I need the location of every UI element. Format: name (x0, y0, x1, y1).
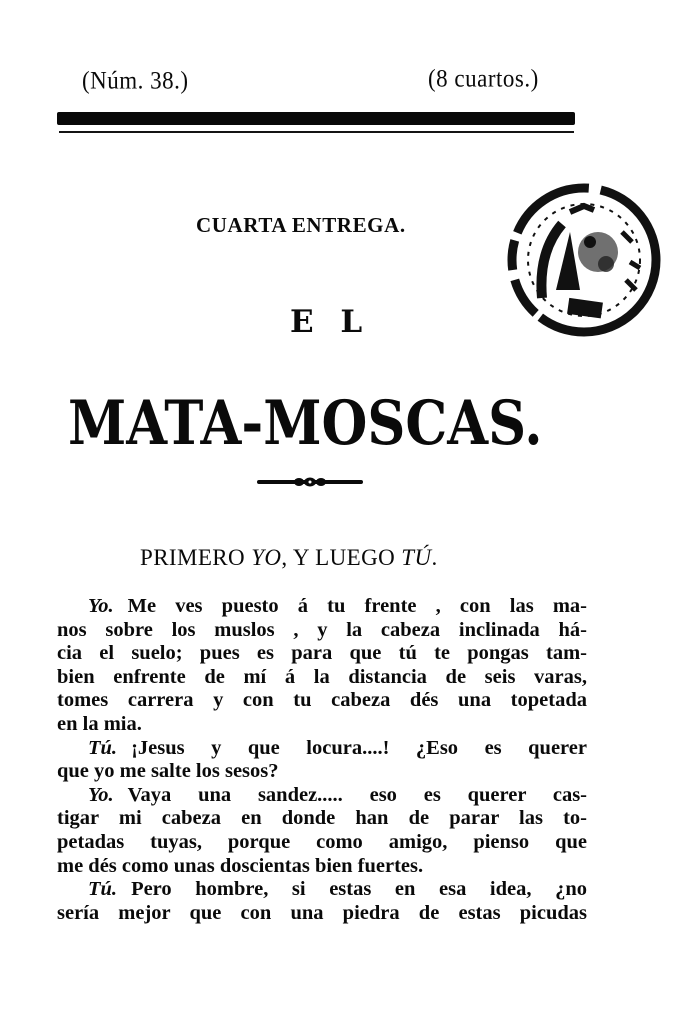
line-text: tomes carrera y con tu cabeza dés una topetada (57, 689, 587, 712)
subtitle-part-italic: TÚ (401, 545, 432, 570)
text-line (57, 619, 587, 643)
speaker-label: Yo. (88, 595, 114, 617)
line-text: me dés como unas doscientas bien fuertes. (57, 854, 424, 877)
subtitle-part-italic: YO (251, 545, 282, 570)
line-text: bien enfrente de mí á la distancia de seis varas, (57, 665, 587, 688)
text-line (57, 855, 587, 879)
text-line (57, 878, 587, 902)
dialogue-body (57, 595, 587, 925)
issue-number: (Núm. 38.) (82, 66, 189, 94)
text-line (57, 831, 587, 855)
installment-label: CUARTA ENTREGA. (196, 213, 406, 237)
section-subtitle (140, 545, 438, 571)
line-text: Me ves puesto á tu frente , con las ma- (127, 595, 587, 617)
text-line (57, 737, 587, 761)
line-text: ¡Jesus y que locura....! ¿Eso es querer (131, 736, 587, 759)
subtitle-part: PRIMERO (140, 545, 252, 570)
line-text: Pero hombre, si estas en esa idea, ¿no (131, 878, 587, 901)
text-line (57, 784, 587, 808)
line-text: en la mia. (57, 712, 142, 735)
text-line (57, 713, 587, 737)
publication-title: MATA-MOSCAS. (68, 388, 543, 460)
header-rule-thick (57, 112, 575, 125)
text-line (57, 902, 587, 926)
line-text: que yo me salte los sesos? (57, 760, 279, 783)
line-text: Vaya una sandez..... eso es querer cas- (127, 783, 587, 806)
subtitle-part: . (431, 545, 438, 570)
text-line (57, 666, 587, 690)
library-stamp-icon (498, 172, 668, 342)
line-text: tigar mi cabeza en donde han de parar las to- (57, 807, 587, 830)
text-line (57, 642, 587, 666)
ornament-rule-icon (257, 477, 363, 487)
line-text: petadas tuyas, porque como amigo, pienso que (57, 830, 587, 853)
speaker-label: Yo. (88, 783, 114, 806)
line-text: cia el suelo; pues es para que tú te pongas tam- (57, 642, 587, 665)
line-text: nos sobre los muslos , y la cabeza inclinada há- (57, 618, 587, 641)
text-line (57, 760, 587, 784)
text-line (57, 807, 587, 831)
issue-price: (8 cuartos.) (428, 64, 539, 92)
subtitle-part: , Y LUEGO (281, 545, 402, 570)
line-text: sería mejor que con una piedra de estas picudas (57, 901, 587, 924)
text-line (57, 595, 587, 619)
text-line (57, 689, 587, 713)
article-heading: E L (290, 304, 371, 340)
header-rule-thin (59, 131, 574, 133)
speaker-label: Tú. (88, 878, 118, 901)
speaker-label: Tú. (88, 736, 118, 759)
